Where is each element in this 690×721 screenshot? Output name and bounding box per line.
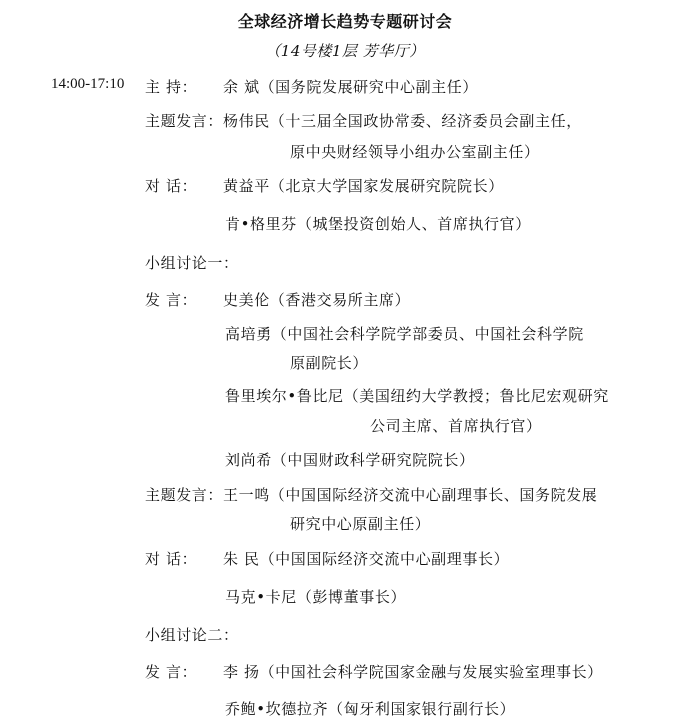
dialogue1-role: 对 话： [145,177,198,195]
keynote2-row [145,484,597,505]
chair-row [145,76,478,97]
panel1-speak-row [145,289,410,310]
dialogue2-text: 朱 民（中国国际经济交流中心副理事长） [223,550,510,568]
panel1-role: 发 言： [145,291,198,309]
keynote2-role: 主题发言： [145,486,224,504]
panel2-role: 发 言： [145,663,198,681]
page-title: 全球经济增长趋势专题研讨会 [237,12,453,31]
panel1-speak-text: 史美伦（香港交易所主席） [223,291,411,309]
chair-role: 主 持： [145,78,198,96]
keynote2-text: 王一鸣（中国国际经济交流中心副理事长、国务院发展 [223,486,598,504]
dialogue1-row [145,175,504,196]
panel1-speaker-c-cont: 公司主席、首席执行官） [370,417,542,435]
panel1-heading: 小组讨论一： [145,254,239,272]
chair-text: 余 斌（国务院发展研究中心副主任） [223,78,478,96]
panel2-speak-row [145,661,603,682]
keynote1-role: 主题发言： [145,112,224,130]
keynote1-row [145,110,582,131]
session-time: 14:00-17:10 [51,76,125,92]
dialogue2-row [145,548,509,569]
panel1-speaker-c: 鲁里埃尔•鲁比尼（美国纽约大学教授；鲁比尼宏观研究 [225,387,609,405]
dialogue1-text: 黄益平（北京大学国家发展研究院院长） [223,177,504,195]
panel1-speaker-b-cont: 原副院长） [290,354,369,372]
keynote1-continuation: 原中央财经领导小组办公室副主任） [290,143,540,161]
panel1-speaker-b: 高培勇（中国社会科学院学部委员、中国社会科学院 [225,325,584,343]
dialogue2-second: 马克•卡尼（彭博董事长） [225,588,407,606]
dialogue2-role: 对 话： [145,550,198,568]
panel2-speak-text: 李 扬（中国社会科学院国家金融与发展实验室理事长） [223,663,603,681]
panel1-speaker-d: 刘尚希（中国财政科学研究院院长） [225,451,475,469]
panel2-heading: 小组讨论二： [145,626,239,644]
venue-subtitle: （14号楼1层 芳华厅） [265,42,425,60]
dialogue1-second: 肯•格里芬（城堡投资创始人、首席执行官） [225,215,531,233]
keynote2-continuation: 研究中心原副主任） [290,515,431,533]
panel2-speaker-b: 乔鲍•坎德拉齐（匈牙利国家银行副行长） [225,700,516,718]
keynote1-text: 杨伟民（十三届全国政协常委、经济委员会副主任， [223,112,582,130]
